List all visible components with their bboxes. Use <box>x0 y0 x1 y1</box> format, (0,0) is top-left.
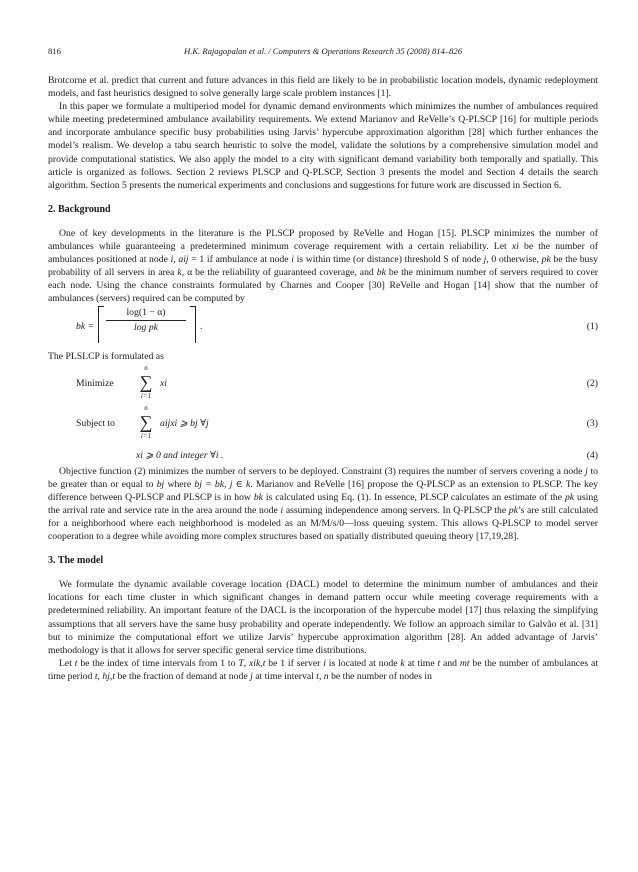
ceiling-left-bracket <box>98 306 104 343</box>
equation-3 <box>48 403 598 443</box>
section-heading-background: 2. Background <box>48 203 111 215</box>
model-paragraph-2: Let t be the index of time intervals from 1 to T, xik,t be 1 if server i is located at node k at time t and mt be the number of ambulances at time period t, hj,t be the fraction of demand at node j at time interval t, n be the number of nodes in <box>48 657 599 682</box>
equation-number-2: (2) <box>586 377 598 389</box>
summation-sign: n ∑ i=1 <box>139 363 153 400</box>
equation-2-expression: xi <box>160 377 167 389</box>
subject-to-label: Subject to <box>76 417 116 429</box>
intro-paragraph-1: Brotcorne et al. predict that current and future advances in this field are likely to be in probabilistic location models, dynamic redeployment models, and fast heuristics designed to solve generally large scale problem instances [1]. <box>48 75 598 100</box>
page-header <box>48 46 598 60</box>
background-paragraph-2: Objective function (2) minimizes the number of servers to be deployed. Constraint (3) requires the number of servers covering a node j to be greater than or equal to bj where bj = bk, j ∈ k. Marianov and ReVelle [16] propose the Q-PLSCP as an extension to PLSCP. The key difference between Q-PLSCP and PLSCP is in how bk is calculated using Eq. (1). In essence, PLSCP calculates an estimate of the pk using the arrival rate and service rate in the area around the node i assuming independence among servers. In Q-PLSCP the pk’s are still calculated for a neighborhood where each neighborhood is modeled as an M/M/s/0—loss queuing system. This allows Q-PLSCP to model server cooperation to a degree while avoiding more complex structures based on spatially distributed queuing theory [17,19,28]. <box>48 465 599 543</box>
equation-1-lhs: bk = <box>76 320 95 332</box>
minimize-label: Minimize <box>76 377 114 389</box>
equation-number-3: (3) <box>586 417 598 429</box>
running-title: H.K. Rajagopalan et al. / Computers & Operations Research 35 (2008) 814–826 <box>183 46 462 56</box>
equation-4 <box>48 443 598 465</box>
plslcp-intro: The PLSLCP is formulated as <box>48 350 164 362</box>
background-paragraph-1: One of key developments in the literature is the PLSCP proposed by ReVelle and Hogan [15]. PLSCP minimizes the number of ambulances while guaranteeing a predetermined minimum coverage requirement with a certain reliability. Let xi be the number of ambulances positioned at node i, aij = 1 if ambulance at node i is within time (or distance) threshold S of node j, 0 otherwise, pk be the busy probability of all servers in area k, α be the reliability of guaranteed coverage, and bk be the minimum number of servers required to cover each node. Using the chance constraints formulated by Charnes and Cooper [30] ReVelle and Hogan [14] show that the number of ambulances (servers) required can be computed by <box>48 227 599 305</box>
equation-1-numerator: log(1 − α) <box>106 306 186 321</box>
equation-1-period: . <box>200 320 203 332</box>
summation-sign: n ∑ i=1 <box>139 403 153 440</box>
intro-paragraph-2: In this paper we formulate a multiperiod model for dynamic demand environments which minimizes the number of ambulances required while meeting predetermined ambulance availability requirements. We extend Marianov and ReVelle’s Q-PLSCP [16] for multiple periods and incorporate ambulance specific busy probabilities using Jarvis’ hypercube approximation algorithm [28] which further enhances the model’s realism. We develop a tabu search heuristic to solve the model, validate the solutions by a comprehensive simulation model and provide computational statistics. We also apply the model to a city with significant demand variability both temporally and spatially. This article is organized as follows. Section 2 reviews PLSCP and Q-PLSCP, Section 3 presents the model and Section 4 details the search algorithm. Section 5 presents the numerical experiments and conclusions and suggestions for future work are discussed in Section 6. <box>48 101 598 191</box>
equation-3-expression: aijxi ⩾ bj ∀j <box>160 417 209 429</box>
equation-1-fraction <box>106 306 186 334</box>
equation-1-denominator: log pk <box>134 321 158 333</box>
article-body <box>48 74 598 683</box>
equation-2 <box>48 363 598 403</box>
ceiling-right-bracket <box>190 306 196 343</box>
section-heading-model: 3. The model <box>48 555 104 567</box>
equation-4-expression: xi ⩾ 0 and integer ∀i . <box>136 449 224 461</box>
equation-number-1: (1) <box>586 320 598 332</box>
equation-number-4: (4) <box>586 449 598 461</box>
page-number: 816 <box>48 46 61 56</box>
model-paragraph-1: We formulate the dynamic available coverage location (DACL) model to determine the minimum number of ambulances and their locations for each time cluster in which significant changes in demand pattern occur while meeting coverage requirements with a predetermined reliability. An important feature of the DACL is the incorporation of the hypercube model [17] thus relaxing the simplifying assumptions that all servers have the same busy probability and operate independently. We follow an approach similar to Galvão et al. [31] but to minimize the computational effort we utilize Jarvis’ hypercube approximation algorithm [28]. An added advantage of Jarvis’ methodology is that it allows for server specific general service time distributions. <box>48 579 598 656</box>
equation-1 <box>48 306 598 350</box>
